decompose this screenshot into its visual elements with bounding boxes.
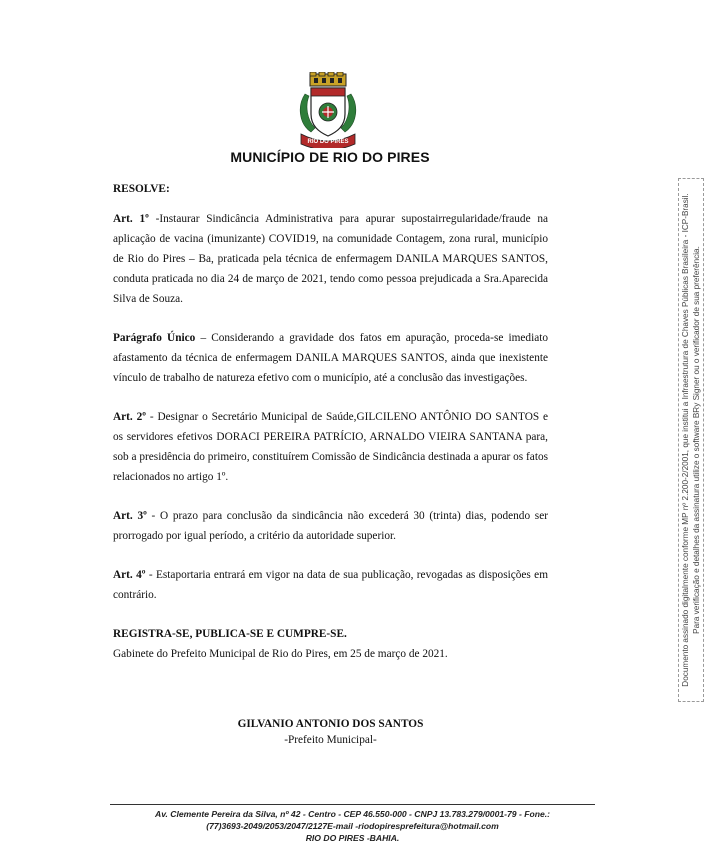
footer-divider: [110, 804, 595, 805]
footer: [110, 808, 595, 844]
signer-role: -Prefeito Municipal-: [284, 734, 377, 746]
paragrafo-unico: [113, 328, 548, 388]
svg-text:RIO DO PIRES: RIO DO PIRES: [307, 139, 349, 145]
article-1: [113, 209, 548, 309]
closing-statement: REGISTRA-SE, PUBLICA-SE E CUMPRE-SE.: [113, 628, 347, 640]
article-label: Art. 4º: [113, 569, 146, 581]
article-text: - Designar o Secretário Municipal de Saúde,GILCILENO ANTÔNIO DO SANTOS e os servidores efetivos DORACI PEREIRA PATRÍCIO, ARNALDO VIEIRA SANTANA para, sob a presidência do primeiro, constituírem Comissão de Sindicância destinada a apurar os fatos relacionados no artigo 1º.: [113, 411, 548, 483]
article-text: - Estaportaria entrará em vigor na data de sua publicação, revogadas as disposições em contrário.: [113, 569, 548, 601]
footer-contact: (77)3693-2049/2053/2047/2127E-mail -riodopiresprefeitura@hotmail.com: [206, 821, 499, 831]
article-text: -Instaurar Sindicância Administrativa para apurar supostairregularidade/fraude na aplicação de vacina (imunizante) COVID19, na comunidade Contagem, zona rural, município de Rio do Pires – Ba, praticada pela técnica de enfermagem DANILA MARQUES SANTOS, conduta praticada no dia 24 de março de 2021, tendo como pessoa prejudicada a Sra.Aparecida Silva de Souza.: [113, 213, 548, 305]
notice-line-1: Documento assinado digitalmente conforme MP nº 2.200-2/2001, que institui a Infraestrutura de Chaves Públicas Brasileira - ICP-Brasil.: [681, 193, 690, 687]
document-body: [113, 179, 548, 664]
article-2: [113, 407, 548, 487]
municipal-crest-logo: [297, 72, 359, 148]
article-4: [113, 565, 548, 605]
article-text: - O prazo para conclusão da sindicância não excederá 30 (trinta) dias, podendo ser prorrogado por igual período, a critério da autoridade superior.: [113, 510, 548, 542]
signer-name: GILVANIO ANTONIO DOS SANTOS: [237, 718, 424, 730]
article-label: Art. 1º: [113, 213, 149, 225]
article-label: Parágrafo Único: [113, 332, 196, 344]
digital-signature-text: [680, 184, 702, 696]
resolve-heading: RESOLVE:: [113, 183, 170, 195]
article-label: Art. 2º: [113, 411, 146, 423]
notice-line-2: Para verificação e detalhes da assinatura utilize o software BRy Signer ou o verificador de sua preferência.: [692, 246, 701, 634]
article-text: – Considerando a gravidade dos fatos em apuração, proceda-se imediato afastamento da técnica de enfermagem DANILA MARQUES SANTOS, ainda que inexistente vínculo de trabalho de natureza efetivo com o município, até a conclusão das investigações.: [113, 332, 549, 384]
shield-icon: [311, 88, 345, 136]
digital-signature-notice: [678, 178, 704, 702]
footer-address: Av. Clemente Pereira da Silva, nº 42 - Centro - CEP 46.550-000 - CNPJ 13.783.279/0001-79 - Fone.:: [155, 809, 550, 819]
footer-city: RIO DO PIRES -BAHIA.: [305, 833, 400, 843]
page-title: MUNICÍPIO DE RIO DO PIRES: [230, 149, 430, 165]
article-label: Art. 3º: [113, 510, 147, 522]
place-date: Gabinete do Prefeito Municipal de Rio do Pires, em 25 de março de 2021.: [113, 648, 448, 660]
article-3: [113, 506, 548, 546]
signature-block: [113, 716, 548, 748]
crown-icon: [310, 72, 346, 86]
